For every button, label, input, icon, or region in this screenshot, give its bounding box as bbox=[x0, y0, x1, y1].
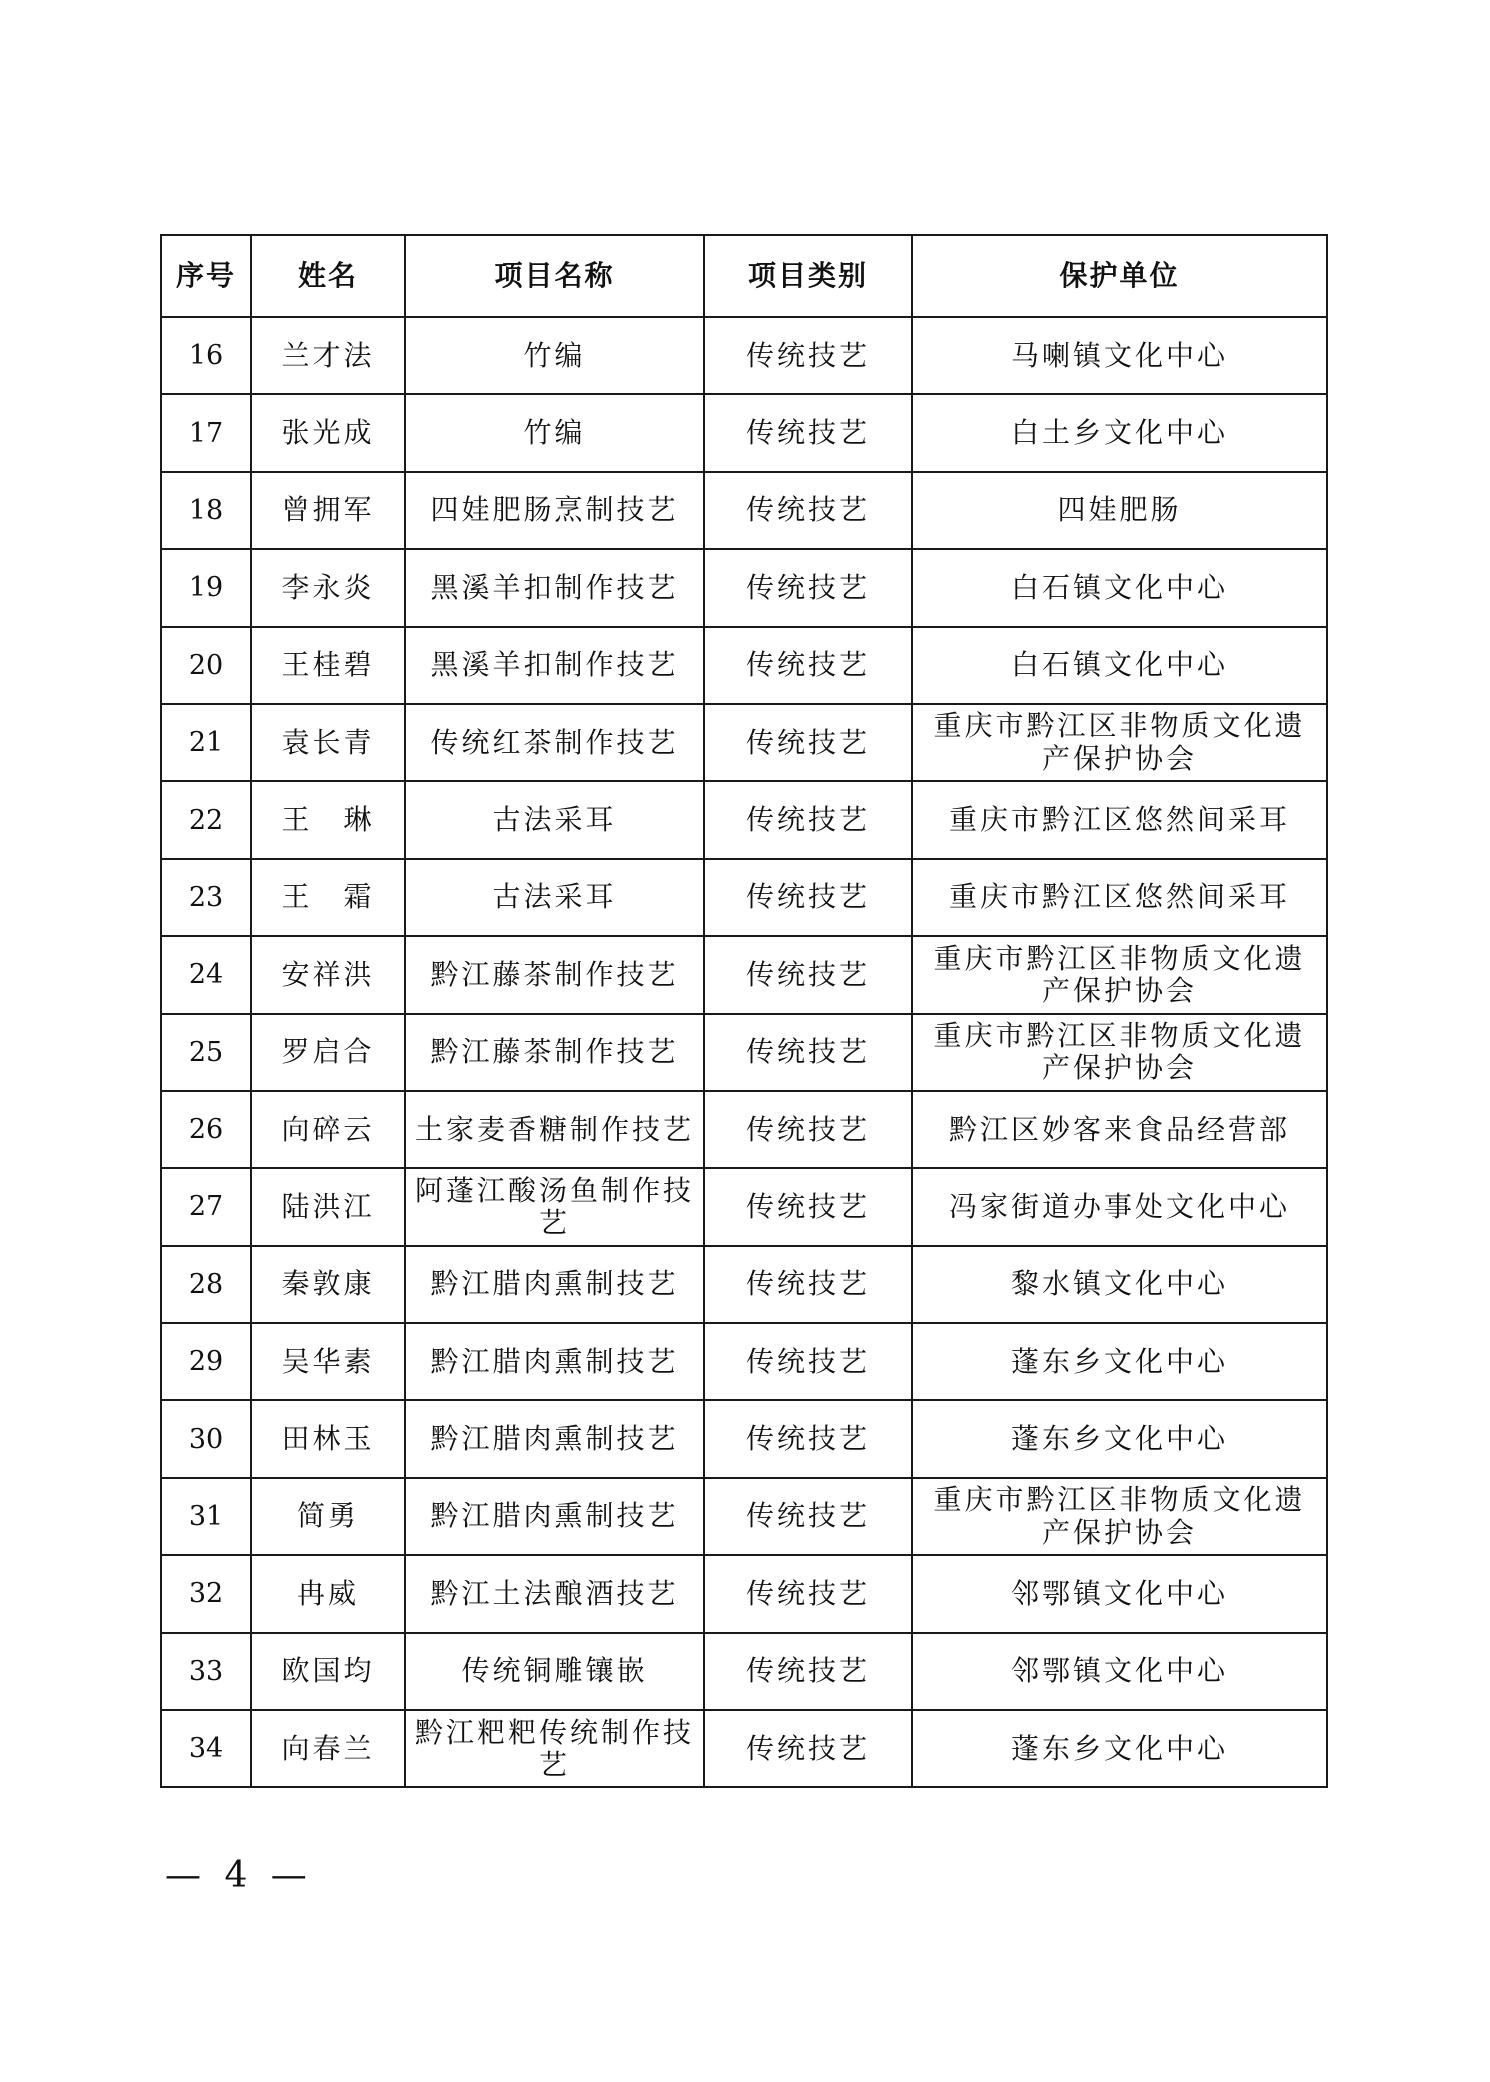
project-category-cell: 传统技艺 bbox=[704, 1555, 912, 1632]
protection-unit-cell: 白石镇文化中心 bbox=[912, 549, 1327, 626]
page-number: — 4 — bbox=[165, 1855, 313, 1896]
name-cell: 秦敦康 bbox=[251, 1246, 405, 1323]
serial-number-cell: 18 bbox=[161, 472, 251, 549]
serial-number-cell: 25 bbox=[161, 1014, 251, 1091]
project-name-cell: 传统铜雕镶嵌 bbox=[405, 1633, 704, 1710]
project-name-cell: 黑溪羊扣制作技艺 bbox=[405, 627, 704, 704]
protection-unit-cell: 黎水镇文化中心 bbox=[912, 1246, 1327, 1323]
project-name-cell: 黔江粑粑传统制作技艺 bbox=[405, 1710, 704, 1787]
table-row bbox=[161, 859, 1327, 936]
project-name-header: 项目名称 bbox=[405, 235, 704, 317]
name-cell: 向碎云 bbox=[251, 1091, 405, 1168]
table-row bbox=[161, 1323, 1327, 1400]
project-category-cell: 传统技艺 bbox=[704, 1246, 912, 1323]
name-cell: 冉威 bbox=[251, 1555, 405, 1632]
protection-unit-cell: 重庆市黔江区悠然间采耳 bbox=[912, 781, 1327, 858]
table-row bbox=[161, 1710, 1327, 1787]
serial-number-header: 序号 bbox=[161, 235, 251, 317]
project-name-cell: 黔江腊肉熏制技艺 bbox=[405, 1478, 704, 1555]
project-name-cell: 黔江腊肉熏制技艺 bbox=[405, 1400, 704, 1477]
name-cell: 王 霜 bbox=[251, 859, 405, 936]
name-cell: 安祥洪 bbox=[251, 936, 405, 1013]
project-name-cell: 竹编 bbox=[405, 317, 704, 394]
table-row bbox=[161, 1478, 1327, 1555]
table-row bbox=[161, 781, 1327, 858]
table-row bbox=[161, 1633, 1327, 1710]
name-cell: 袁长青 bbox=[251, 704, 405, 781]
table-row bbox=[161, 394, 1327, 471]
protection-unit-cell: 重庆市黔江区非物质文化遗产保护协会 bbox=[912, 936, 1327, 1013]
project-category-cell: 传统技艺 bbox=[704, 627, 912, 704]
name-cell: 兰才法 bbox=[251, 317, 405, 394]
table-row bbox=[161, 1091, 1327, 1168]
protection-unit-cell: 黔江区妙客来食品经营部 bbox=[912, 1091, 1327, 1168]
project-category-cell: 传统技艺 bbox=[704, 1168, 912, 1245]
name-cell: 田林玉 bbox=[251, 1400, 405, 1477]
project-name-cell: 古法采耳 bbox=[405, 781, 704, 858]
table-row bbox=[161, 1014, 1327, 1091]
table-row bbox=[161, 704, 1327, 781]
protection-unit-cell: 重庆市黔江区非物质文化遗产保护协会 bbox=[912, 1014, 1327, 1091]
project-category-cell: 传统技艺 bbox=[704, 936, 912, 1013]
project-name-cell: 黔江腊肉熏制技艺 bbox=[405, 1323, 704, 1400]
project-name-cell: 古法采耳 bbox=[405, 859, 704, 936]
serial-number-cell: 16 bbox=[161, 317, 251, 394]
project-category-cell: 传统技艺 bbox=[704, 549, 912, 626]
project-category-cell: 传统技艺 bbox=[704, 1091, 912, 1168]
serial-number-cell: 22 bbox=[161, 781, 251, 858]
heritage-inheritors-table bbox=[160, 234, 1328, 1788]
serial-number-cell: 30 bbox=[161, 1400, 251, 1477]
project-name-cell: 黔江土法酿酒技艺 bbox=[405, 1555, 704, 1632]
name-cell: 欧国均 bbox=[251, 1633, 405, 1710]
serial-number-cell: 20 bbox=[161, 627, 251, 704]
serial-number-cell: 21 bbox=[161, 704, 251, 781]
project-name-cell: 土家麦香糖制作技艺 bbox=[405, 1091, 704, 1168]
serial-number-cell: 29 bbox=[161, 1323, 251, 1400]
table-row bbox=[161, 1246, 1327, 1323]
project-category-cell: 传统技艺 bbox=[704, 1014, 912, 1091]
table-row bbox=[161, 936, 1327, 1013]
table-row bbox=[161, 627, 1327, 704]
name-cell: 罗启合 bbox=[251, 1014, 405, 1091]
serial-number-cell: 27 bbox=[161, 1168, 251, 1245]
project-category-cell: 传统技艺 bbox=[704, 859, 912, 936]
serial-number-cell: 17 bbox=[161, 394, 251, 471]
table-row bbox=[161, 1555, 1327, 1632]
protection-unit-cell: 重庆市黔江区悠然间采耳 bbox=[912, 859, 1327, 936]
protection-unit-cell: 蓬东乡文化中心 bbox=[912, 1400, 1327, 1477]
project-name-cell: 黔江藤茶制作技艺 bbox=[405, 1014, 704, 1091]
serial-number-cell: 26 bbox=[161, 1091, 251, 1168]
protection-unit-cell: 重庆市黔江区非物质文化遗产保护协会 bbox=[912, 704, 1327, 781]
name-cell: 张光成 bbox=[251, 394, 405, 471]
project-name-cell: 竹编 bbox=[405, 394, 704, 471]
protection-unit-cell: 蓬东乡文化中心 bbox=[912, 1710, 1327, 1787]
name-cell: 李永炎 bbox=[251, 549, 405, 626]
protection-unit-cell: 马喇镇文化中心 bbox=[912, 317, 1327, 394]
name-cell: 吴华素 bbox=[251, 1323, 405, 1400]
table-header-row bbox=[161, 235, 1327, 317]
project-category-cell: 传统技艺 bbox=[704, 1478, 912, 1555]
protection-unit-cell: 白石镇文化中心 bbox=[912, 627, 1327, 704]
project-name-cell: 黑溪羊扣制作技艺 bbox=[405, 549, 704, 626]
project-category-cell: 传统技艺 bbox=[704, 317, 912, 394]
project-category-cell: 传统技艺 bbox=[704, 1710, 912, 1787]
serial-number-cell: 19 bbox=[161, 549, 251, 626]
protection-unit-cell: 邻鄂镇文化中心 bbox=[912, 1555, 1327, 1632]
serial-number-cell: 33 bbox=[161, 1633, 251, 1710]
name-cell: 简勇 bbox=[251, 1478, 405, 1555]
project-category-cell: 传统技艺 bbox=[704, 394, 912, 471]
serial-number-cell: 31 bbox=[161, 1478, 251, 1555]
project-category-header: 项目类别 bbox=[704, 235, 912, 317]
protection-unit-cell: 冯家街道办事处文化中心 bbox=[912, 1168, 1327, 1245]
protection-unit-cell: 重庆市黔江区非物质文化遗产保护协会 bbox=[912, 1478, 1327, 1555]
project-name-cell: 黔江藤茶制作技艺 bbox=[405, 936, 704, 1013]
project-category-cell: 传统技艺 bbox=[704, 704, 912, 781]
project-name-cell: 传统红茶制作技艺 bbox=[405, 704, 704, 781]
name-cell: 王桂碧 bbox=[251, 627, 405, 704]
project-name-cell: 四娃肥肠烹制技艺 bbox=[405, 472, 704, 549]
serial-number-cell: 23 bbox=[161, 859, 251, 936]
table-row bbox=[161, 317, 1327, 394]
project-category-cell: 传统技艺 bbox=[704, 781, 912, 858]
table-row bbox=[161, 472, 1327, 549]
name-header: 姓名 bbox=[251, 235, 405, 317]
project-name-cell: 黔江腊肉熏制技艺 bbox=[405, 1246, 704, 1323]
serial-number-cell: 24 bbox=[161, 936, 251, 1013]
name-cell: 陆洪江 bbox=[251, 1168, 405, 1245]
protection-unit-cell: 邻鄂镇文化中心 bbox=[912, 1633, 1327, 1710]
table-row bbox=[161, 549, 1327, 626]
project-name-cell: 阿蓬江酸汤鱼制作技艺 bbox=[405, 1168, 704, 1245]
project-category-cell: 传统技艺 bbox=[704, 1400, 912, 1477]
protection-unit-header: 保护单位 bbox=[912, 235, 1327, 317]
project-category-cell: 传统技艺 bbox=[704, 472, 912, 549]
serial-number-cell: 28 bbox=[161, 1246, 251, 1323]
protection-unit-cell: 白土乡文化中心 bbox=[912, 394, 1327, 471]
table-row bbox=[161, 1400, 1327, 1477]
name-cell: 向春兰 bbox=[251, 1710, 405, 1787]
table-body bbox=[161, 317, 1327, 1787]
name-cell: 曾拥军 bbox=[251, 472, 405, 549]
serial-number-cell: 34 bbox=[161, 1710, 251, 1787]
protection-unit-cell: 四娃肥肠 bbox=[912, 472, 1327, 549]
name-cell: 王 琳 bbox=[251, 781, 405, 858]
protection-unit-cell: 蓬东乡文化中心 bbox=[912, 1323, 1327, 1400]
project-category-cell: 传统技艺 bbox=[704, 1323, 912, 1400]
serial-number-cell: 32 bbox=[161, 1555, 251, 1632]
project-category-cell: 传统技艺 bbox=[704, 1633, 912, 1710]
table-row bbox=[161, 1168, 1327, 1245]
